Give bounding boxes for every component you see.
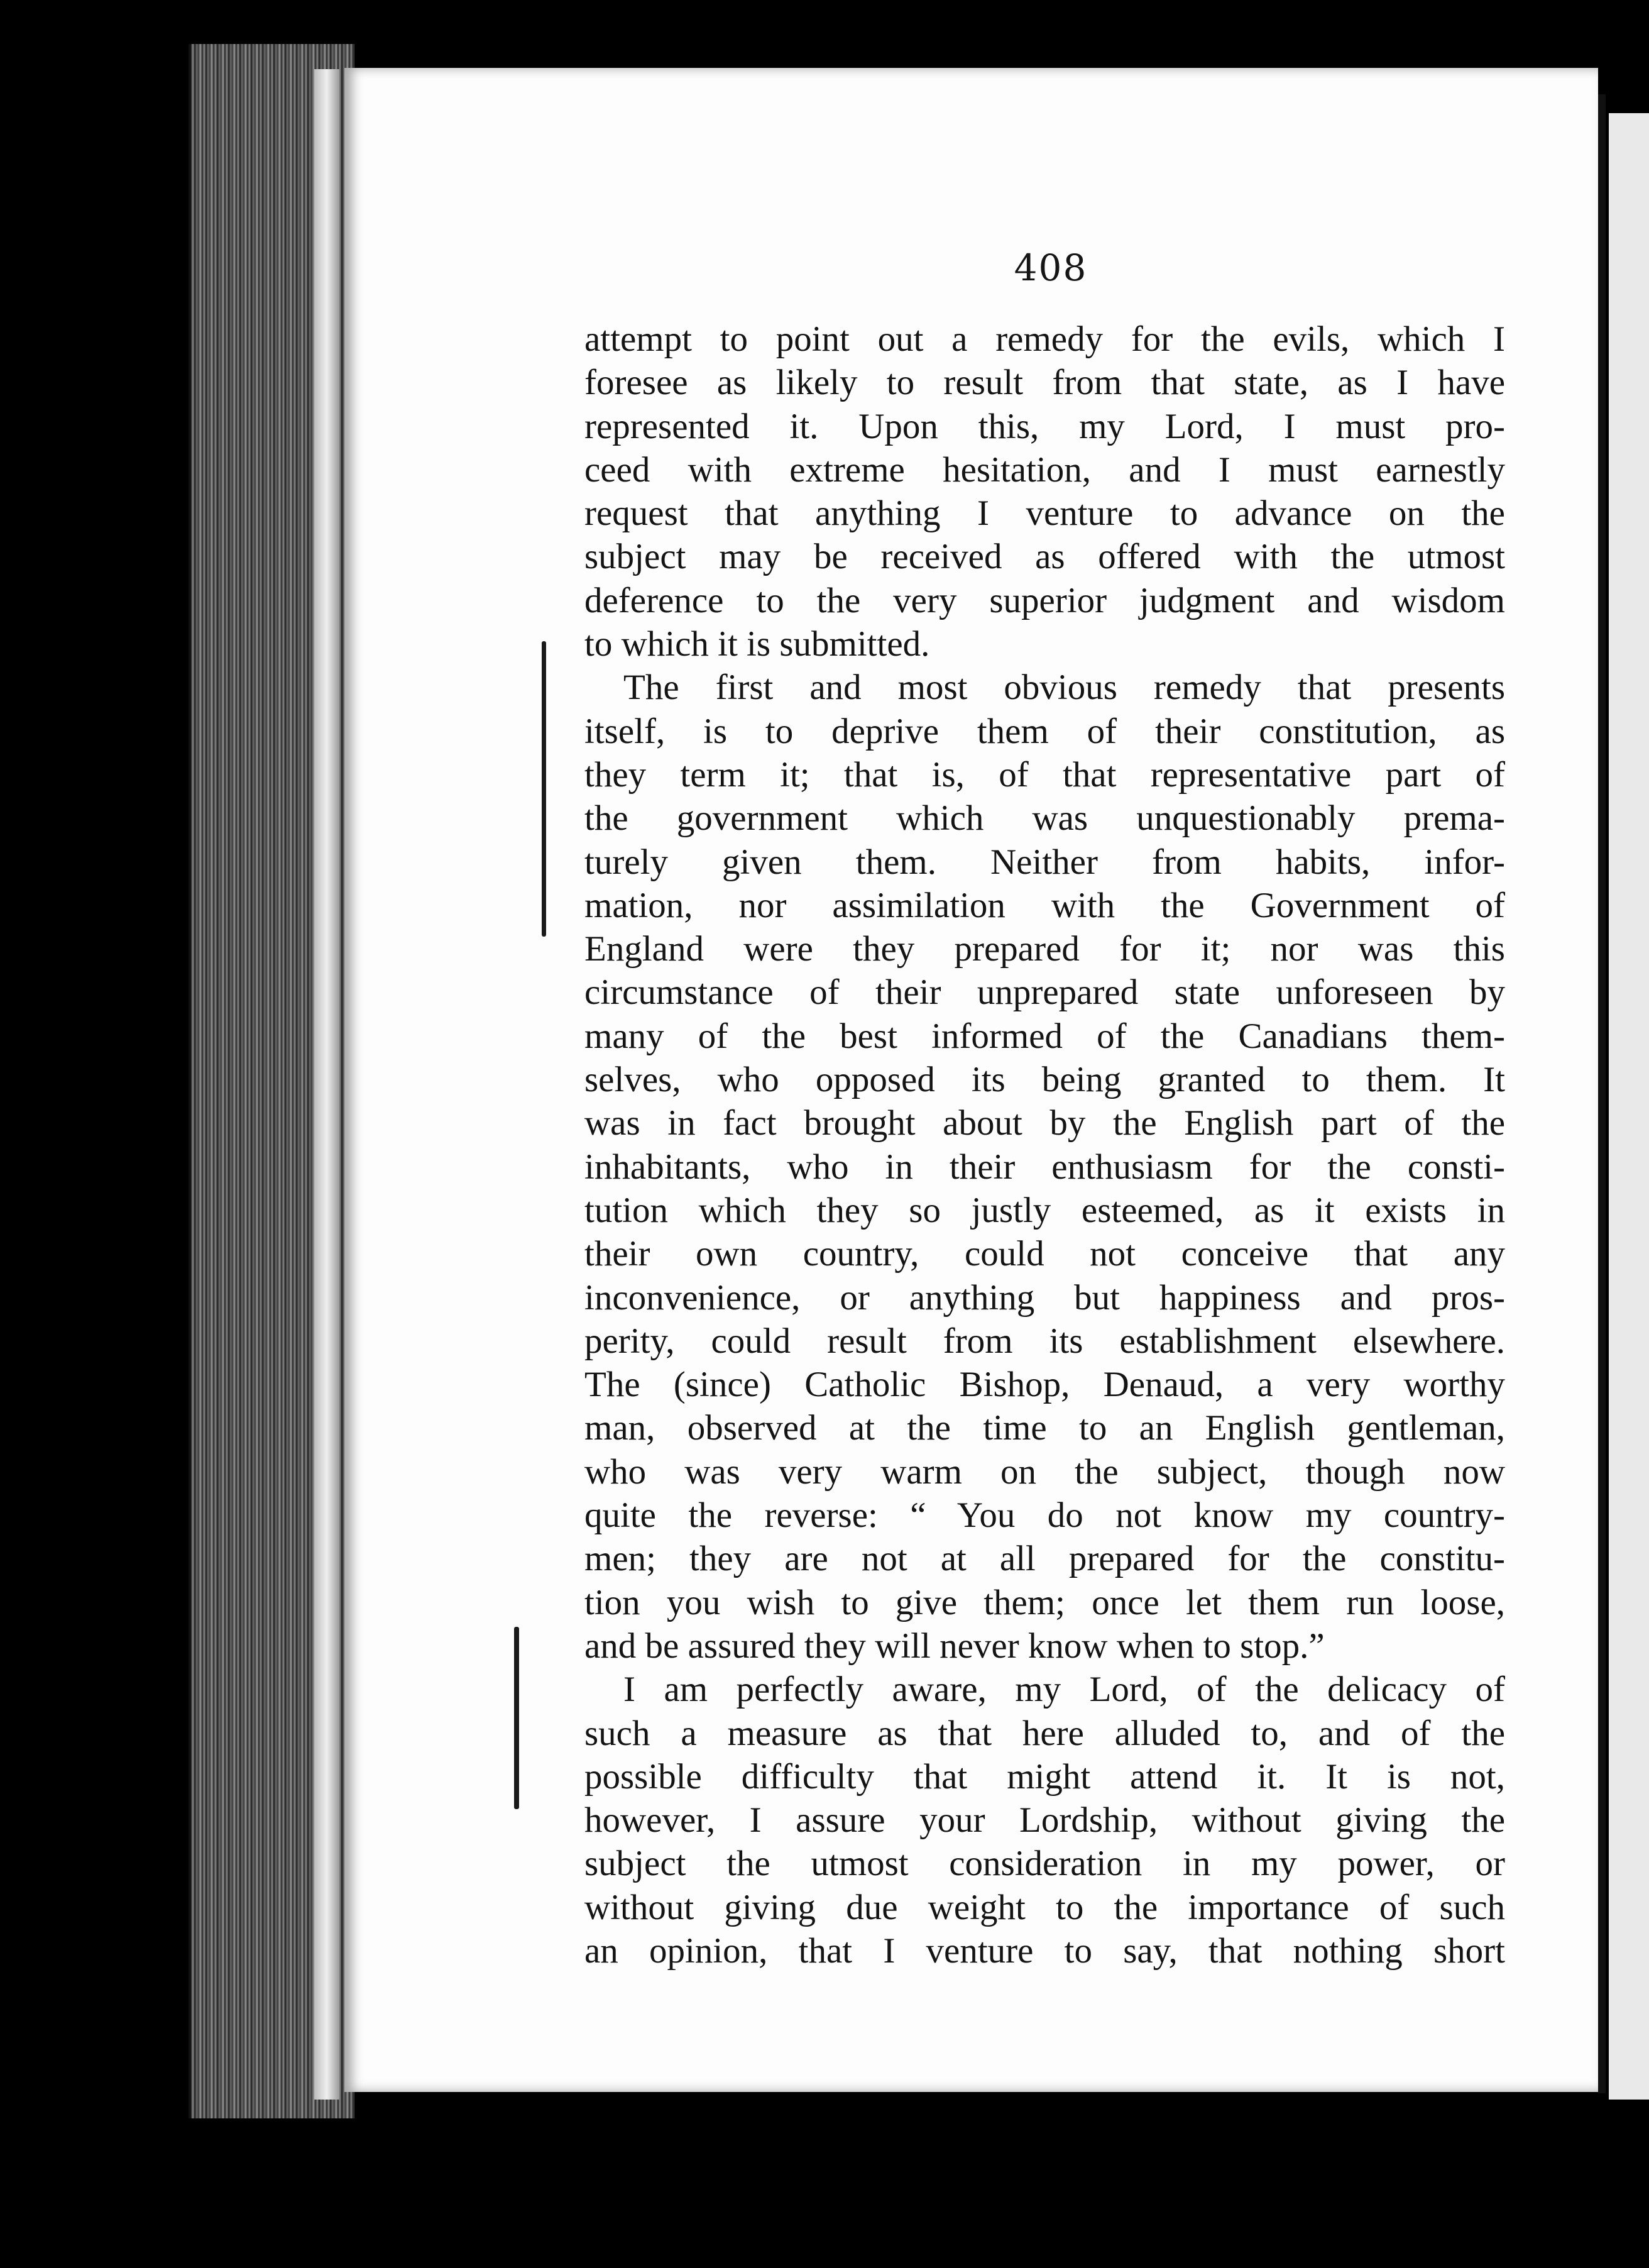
text-line: and be assured they will never know when to stop.” (584, 1626, 1325, 1666)
text-line: subject may be received as offered with the utmost (584, 537, 1505, 577)
body-text (584, 317, 1505, 1973)
text-line: foresee as likely to result from that state, as I have (584, 363, 1505, 403)
page-right-border (1598, 94, 1606, 2093)
margin-marking (542, 641, 546, 937)
text-line: who was very warm on the subject, though now (584, 1451, 1505, 1492)
text-line: The first and most obvious remedy that presents (623, 668, 1505, 708)
text-line: was in fact brought about by the English part of the (584, 1103, 1505, 1143)
text-line: tion you wish to give them; once let them run loose, (584, 1582, 1505, 1622)
text-line: The (since) Catholic Bishop, Denaud, a very worthy (584, 1365, 1505, 1405)
text-line: mation, nor assimilation with the Government of (584, 885, 1505, 925)
text-line: selves, who opposed its being granted to them. It (584, 1060, 1505, 1100)
text-line: attempt to point out a remedy for the evils, which I (584, 319, 1505, 359)
text-line: many of the best informed of the Canadians them- (584, 1016, 1505, 1056)
text-line: inhabitants, who in their enthusiasm for the consti- (584, 1147, 1505, 1187)
text-line: tution which they so justly esteemed, as it exists in (584, 1190, 1505, 1230)
text-line: ceed with extreme hesitation, and I must earnestly (584, 449, 1505, 490)
text-line: an opinion, that I venture to say, that nothing short (584, 1930, 1505, 1971)
text-line: circumstance of their unprepared state unforeseen by (584, 972, 1505, 1013)
text-line: England were they prepared for it; nor was this (584, 929, 1505, 969)
text-line: men; they are not at all prepared for the constitu- (584, 1539, 1505, 1579)
book-spine-edge (314, 69, 339, 2100)
text-line: deference to the very superior judgment and wisdom (584, 580, 1505, 620)
page-number: 408 (1014, 246, 1088, 289)
text-line: however, I assure your Lordship, without giving the (584, 1800, 1505, 1841)
text-line: represented it. Upon this, my Lord, I must pro- (584, 406, 1505, 446)
text-line: without giving due weight to the importance of such (584, 1887, 1505, 1927)
adjacent-page-edge (1609, 113, 1649, 2100)
text-line: possible difficulty that might attend it. It is not, (584, 1756, 1505, 1797)
text-line: man, observed at the time to an English gentleman, (584, 1408, 1505, 1448)
text-line: I am perfectly aware, my Lord, of the delicacy of (623, 1670, 1505, 1710)
text-line: such a measure as that here alluded to, and of the (584, 1713, 1505, 1753)
text-line: they term it; that is, of that representative part of (584, 754, 1505, 795)
text-line: turely given them. Neither from habits, infor- (584, 842, 1505, 882)
text-line: perity, could result from its establishment elsewhere. (584, 1321, 1505, 1361)
text-line: the government which was unquestionably prema- (584, 798, 1505, 839)
text-line: subject the utmost consideration in my power, or (584, 1844, 1505, 1884)
text-line: itself, is to deprive them of their constitution, as (584, 711, 1505, 751)
text-line: their own country, could not conceive that any (584, 1234, 1505, 1274)
text-line: inconvenience, or anything but happiness and pros- (584, 1277, 1505, 1318)
text-line: quite the reverse: “ You do not know my country- (584, 1495, 1505, 1536)
text-line: request that anything I venture to advance on the (584, 493, 1505, 534)
margin-marking (514, 1627, 519, 1809)
text-line: to which it is submitted. (584, 624, 930, 664)
